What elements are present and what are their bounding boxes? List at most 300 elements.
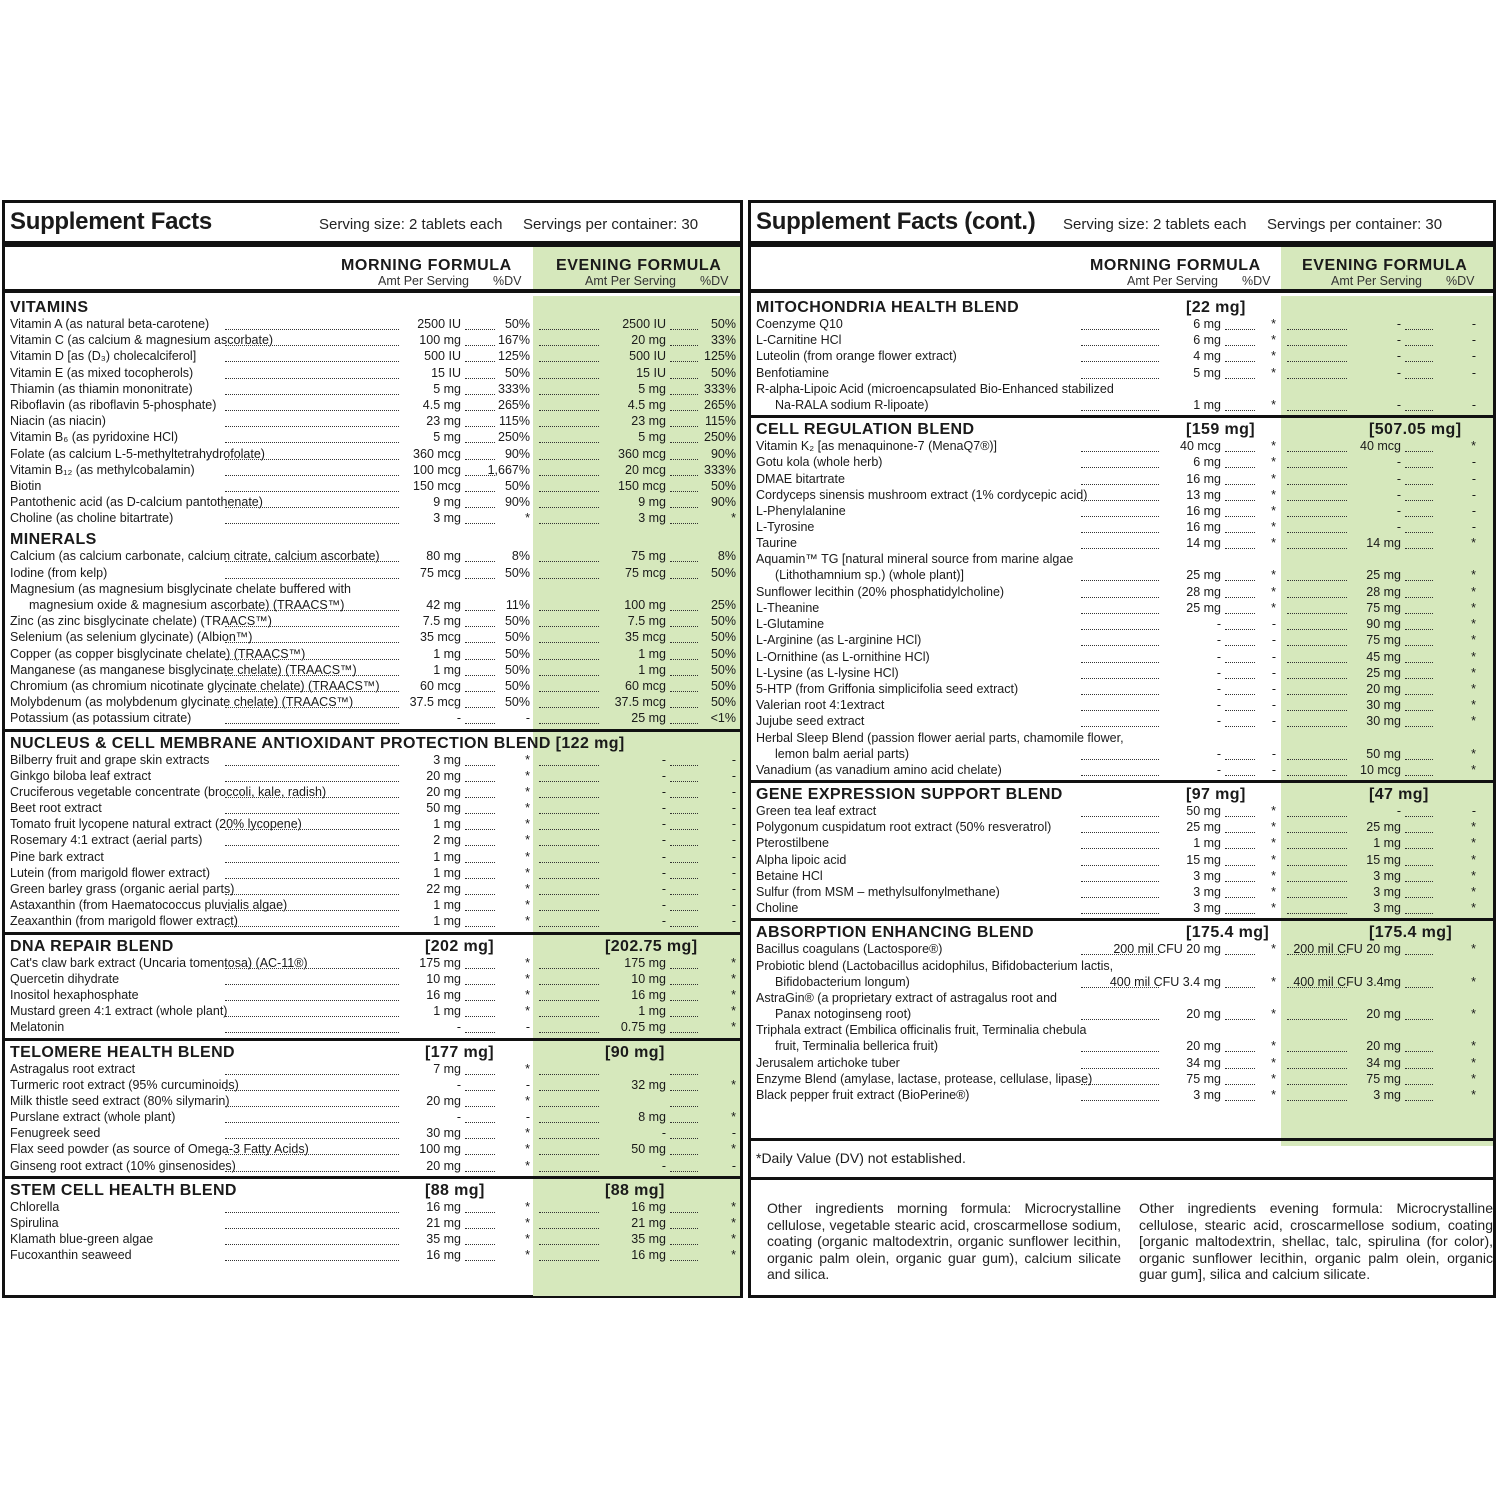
evening-amount: 10 mcg (1360, 762, 1401, 777)
morning-dv: * (525, 1142, 530, 1157)
morning-amount: 1 mg (1193, 836, 1221, 851)
evening-amount: 4.5 mg (627, 397, 666, 412)
morning-amount: 100 mcg (413, 462, 461, 477)
leader-dots (1225, 887, 1255, 898)
other-ingredients-evening: Other ingredients evening formula: Microcrystalline cellulose, stearic acid, croscarmellose sodium, coating [organic maltodextrin, shellac, talc, spirulina (for color), organic sunflower lecithin, organic palm olein, organic guar gum], silica and calcium silicate. (1139, 1200, 1493, 1282)
morning-dv: * (525, 987, 530, 1002)
leader-dots (670, 787, 698, 798)
leader-dots (1225, 668, 1255, 679)
morning-amount: 20 mg (1186, 1039, 1221, 1054)
ingredient-row (751, 1087, 1493, 1103)
leader-dots (1405, 457, 1433, 468)
ingredient-name: Spirulina (10, 1216, 59, 1231)
morning-dv: - (1271, 681, 1276, 696)
leader-dots (1287, 822, 1347, 833)
morning-dv: * (1271, 974, 1276, 989)
morning-dv: 265% (498, 397, 530, 412)
ingredient-row (751, 487, 1493, 503)
morning-dv: * (1271, 1088, 1276, 1103)
morning-amount: 21 mg (426, 1216, 461, 1231)
leader-dots (670, 319, 698, 330)
morning-dv: - (1271, 633, 1276, 648)
leader-dots (1225, 522, 1255, 533)
evening-amount: 20 mg (631, 333, 666, 348)
leader-dots (465, 400, 495, 411)
leader-dots (1081, 351, 1159, 362)
evening-dv: * (1471, 536, 1476, 551)
ingredient-name: Zinc (as zinc bisglycinate chelate) (TRAACS™) (10, 614, 272, 629)
morning-dv: 50% (504, 646, 530, 661)
evening-amount: 28 mg (1366, 584, 1401, 599)
ingredient-row (5, 429, 740, 445)
section-title: VITAMINS (10, 299, 89, 316)
ingredient-row (751, 713, 1493, 729)
leader-dots (465, 432, 495, 443)
ingredient-row (5, 1125, 740, 1141)
leader-dots (465, 787, 495, 798)
leader-dots (539, 916, 599, 927)
morning-amount: 5 mg (433, 381, 461, 396)
evening-amount: - (661, 914, 666, 929)
leader-dots (1287, 457, 1347, 468)
ingredient-name: Vanadium (as vanadium amino acid chelate) (756, 762, 1002, 777)
morning-dv: 50% (504, 317, 530, 331)
morning-dv: - (525, 1110, 530, 1125)
evening-amount: - (661, 898, 666, 913)
leader-dots (539, 616, 599, 627)
evening-dv: * (731, 971, 736, 986)
leader-dots (539, 497, 599, 508)
leader-dots (670, 335, 698, 346)
morning-amount: 1 mg (433, 865, 461, 880)
morning-dv: 115% (498, 414, 530, 429)
blend-section (5, 729, 740, 930)
blend-section (5, 1038, 740, 1174)
morning-amount: 100 mg (419, 1142, 461, 1157)
evening-dv: - (1471, 455, 1476, 470)
left-morning-formula-label: MORNING FORMULA (341, 257, 512, 274)
right-evening-dv-label: %DV (1446, 274, 1475, 288)
left-serving-size: Serving size: 2 tablets each (319, 216, 503, 233)
leader-dots (670, 351, 698, 362)
leader-dots (465, 819, 495, 830)
ingredient-name: Luteolin (from orange flower extract) (756, 349, 957, 364)
ingredient-name: Choline (as choline bitartrate) (10, 511, 174, 526)
morning-blend-total: [202 mg] (425, 937, 494, 955)
leader-dots (539, 713, 599, 724)
morning-amount: 1 mg (1193, 397, 1221, 412)
leader-dots (465, 632, 495, 643)
leader-dots (465, 568, 495, 579)
morning-amount: 20 mg (426, 768, 461, 783)
leader-dots (539, 481, 599, 492)
leader-dots (1405, 400, 1433, 411)
leader-dots (1081, 506, 1159, 517)
ingredient-name-line-2: Bifidobacterium longum) (775, 974, 910, 989)
evening-dv: - (731, 784, 736, 799)
leader-dots (225, 1202, 399, 1213)
leader-dots (670, 665, 698, 676)
morning-dv: * (525, 511, 530, 526)
ingredient-row (5, 1158, 740, 1174)
ingredient-row (751, 681, 1493, 697)
leader-dots (670, 713, 698, 724)
leader-dots (465, 600, 495, 611)
leader-dots (1081, 903, 1159, 914)
evening-amount: 1 mg (638, 662, 666, 677)
ingredient-name: Triphala extract (Embilica officinalis fruit, Terminalia chebula (756, 1023, 1087, 1038)
leader-dots (1225, 570, 1255, 581)
leader-dots (465, 990, 495, 1001)
morning-amount: 16 mg (426, 1199, 461, 1214)
evening-dv: * (731, 1216, 736, 1231)
evening-amount: - (661, 784, 666, 799)
leader-dots (539, 632, 599, 643)
leader-dots (465, 1250, 495, 1261)
evening-amount: 175 mg (624, 955, 666, 970)
morning-amount: 150 mcg (413, 478, 461, 493)
leader-dots (539, 1006, 599, 1017)
evening-amount: - (1396, 317, 1401, 331)
leader-dots (1405, 368, 1433, 379)
leader-dots (465, 384, 495, 395)
ingredient-name: Coenzyme Q10 (756, 317, 843, 331)
ingredient-row (5, 816, 740, 832)
section-title-row (751, 921, 1493, 941)
evening-dv: * (1471, 601, 1476, 616)
evening-amount: 3 mg (1373, 868, 1401, 883)
right-title: Supplement Facts (cont.) (756, 208, 1036, 235)
evening-dv: * (1471, 820, 1476, 835)
ingredient-row (5, 800, 740, 816)
morning-amount: 50 mg (426, 801, 461, 816)
leader-dots (1081, 457, 1159, 468)
leader-dots (1405, 855, 1433, 866)
evening-dv: 333% (704, 462, 736, 477)
leader-dots (670, 1112, 698, 1123)
leader-dots (225, 1218, 399, 1229)
leader-dots (1287, 871, 1347, 882)
morning-amount: 400 mil CFU 3.4 mg (1109, 974, 1221, 989)
leader-dots (539, 1022, 599, 1033)
leader-dots (225, 600, 399, 611)
right-column-header (751, 247, 1493, 293)
morning-blend-total: [97 mg] (1186, 786, 1246, 804)
evening-amount: 37.5 mcg (614, 695, 666, 710)
leader-dots (1287, 335, 1347, 346)
ingredient-name: L-Phenylalanine (756, 503, 846, 518)
morning-dv: 50% (504, 365, 530, 380)
ingredient-name: Astaxanthin (from Haematococcus pluvialis algae) (10, 898, 288, 913)
ingredient-row (5, 678, 740, 694)
morning-amount: - (1216, 762, 1221, 777)
evening-blend-total: [90 mg] (605, 1043, 665, 1061)
leader-dots (539, 368, 599, 379)
evening-amount: - (661, 865, 666, 880)
morning-dv: * (1271, 365, 1276, 380)
leader-dots (465, 1064, 495, 1075)
ingredient-row (751, 900, 1493, 916)
leader-dots (1225, 587, 1255, 598)
leader-dots (539, 335, 599, 346)
ingredient-row (5, 397, 740, 413)
section-title-row (5, 1041, 740, 1061)
leader-dots (670, 1080, 698, 1091)
morning-dv: - (1271, 698, 1276, 713)
section-title: MITOCHONDRIA HEALTH BLEND (756, 299, 1020, 316)
leader-dots (465, 916, 495, 927)
leader-dots (670, 835, 698, 846)
leader-dots (225, 1080, 399, 1091)
morning-dv: * (525, 1216, 530, 1231)
leader-dots (225, 1161, 399, 1172)
leader-dots (1225, 538, 1255, 549)
morning-dv: * (1271, 942, 1276, 957)
morning-amount: 3 mg (1193, 868, 1221, 883)
evening-amount: 3 mg (1373, 885, 1401, 900)
ingredient-row (751, 616, 1493, 632)
evening-amount: 200 mil CFU 20 mg (1293, 942, 1401, 957)
morning-amount: 16 mg (1186, 503, 1221, 518)
morning-dv: * (525, 865, 530, 880)
evening-dv: - (731, 768, 736, 783)
leader-dots (1287, 749, 1347, 760)
morning-amount: 16 mg (426, 987, 461, 1002)
evening-dv: 125% (704, 349, 736, 364)
morning-amount: 15 IU (431, 365, 461, 380)
leader-dots (1081, 570, 1159, 581)
leader-dots (1225, 871, 1255, 882)
leader-dots (1287, 1009, 1347, 1020)
left-column-header (5, 247, 740, 293)
evening-amount: 35 mg (631, 1232, 666, 1247)
ingredient-row (5, 710, 740, 726)
leader-dots (539, 819, 599, 830)
evening-amount: 1 mg (1373, 836, 1401, 851)
leader-dots (539, 1112, 599, 1123)
leader-dots (670, 755, 698, 766)
leader-dots (1405, 684, 1433, 695)
ingredient-row (5, 752, 740, 768)
morning-amount: 4 mg (1193, 349, 1221, 364)
morning-blend-total: [175.4 mg] (1186, 924, 1270, 942)
leader-dots (1405, 700, 1433, 711)
ingredient-name: L-Glutamine (756, 617, 825, 632)
leader-dots (1081, 441, 1159, 452)
leader-dots (670, 465, 698, 476)
evening-dv: * (1471, 1007, 1476, 1021)
leader-dots (670, 868, 698, 879)
ingredient-row (5, 1077, 740, 1093)
evening-dv: * (1471, 1071, 1476, 1086)
morning-dv: * (1271, 1007, 1276, 1021)
leader-dots (465, 958, 495, 969)
right-servings-per-container: Servings per container: 30 (1267, 216, 1443, 233)
evening-dv: 50% (710, 662, 736, 677)
ingredient-row (5, 548, 740, 564)
blend-section (5, 1176, 740, 1264)
leader-dots (1081, 1074, 1159, 1085)
leader-dots (1287, 570, 1347, 581)
leader-dots (670, 958, 698, 969)
morning-amount: 16 mg (1186, 520, 1221, 535)
evening-dv: * (1471, 1055, 1476, 1070)
leader-dots (1081, 335, 1159, 346)
ingredient-name: Quercetin dihydrate (10, 971, 120, 986)
ingredient-name: Chlorella (10, 1199, 60, 1214)
morning-dv: * (525, 1232, 530, 1247)
morning-dv: * (1271, 520, 1276, 535)
leader-dots (225, 1064, 399, 1075)
leader-dots (670, 1218, 698, 1229)
evening-amount: 2500 IU (622, 317, 666, 331)
evening-amount: 3 mg (1373, 1088, 1401, 1103)
leader-dots (539, 868, 599, 879)
leader-dots (1405, 887, 1433, 898)
ingredient-row (5, 316, 740, 332)
ingredient-name: Valerian root 4:1extract (756, 698, 885, 713)
ingredient-name: Riboflavin (as riboflavin 5-phosphate) (10, 397, 217, 412)
morning-amount: - (1216, 649, 1221, 664)
evening-amount: 15 mg (1366, 852, 1401, 867)
evening-dv: * (1471, 698, 1476, 713)
leader-dots (1081, 700, 1159, 711)
leader-dots (670, 481, 698, 492)
ingredient-name: Beet root extract (10, 801, 102, 816)
evening-amount: 3 mg (1373, 901, 1401, 916)
leader-dots (1287, 887, 1347, 898)
ingredient-row (751, 1055, 1493, 1071)
right-evening-amt-label: Amt Per Serving (1331, 274, 1423, 288)
evening-amount: 16 mg (631, 1199, 666, 1214)
leader-dots (465, 351, 495, 362)
leader-dots (465, 497, 495, 508)
leader-dots (1287, 635, 1347, 646)
evening-amount: - (1396, 397, 1401, 412)
section-title: TELOMERE HEALTH BLEND (10, 1043, 235, 1061)
ingredient-row (5, 662, 740, 678)
evening-dv: 50% (710, 630, 736, 645)
evening-amount: - (661, 817, 666, 832)
leader-dots (670, 416, 698, 427)
morning-dv: 8% (511, 549, 530, 564)
morning-amount: 1 mg (433, 898, 461, 913)
section-title-row (5, 732, 740, 752)
ingredient-row (751, 632, 1493, 648)
leader-dots (539, 665, 599, 676)
evening-dv: * (1471, 746, 1476, 761)
ingredient-name: Folate (as calcium L-5-methyltetrahydrofolate) (10, 446, 265, 461)
morning-dv: 50% (504, 678, 530, 693)
evening-blend-total: [202.75 mg] (605, 937, 698, 955)
ingredient-row (5, 955, 740, 971)
evening-amount: 25 mg (631, 711, 666, 726)
leader-dots (1405, 441, 1433, 452)
leader-dots (670, 974, 698, 985)
evening-blend-total: [47 mg] (1369, 786, 1429, 804)
evening-dv: - (731, 865, 736, 880)
leader-dots (465, 513, 495, 524)
ingredient-name: Vitamin B₁₂ (as methylcobalamin) (10, 462, 195, 477)
evening-blend-total: [175.4 mg] (1369, 924, 1453, 942)
leader-dots (465, 416, 495, 427)
evening-amount: 3 mg (638, 511, 666, 526)
leader-dots (225, 481, 399, 492)
leader-dots (1287, 700, 1347, 711)
leader-dots (225, 681, 399, 692)
leader-dots (670, 1250, 698, 1261)
evening-dv: * (731, 1142, 736, 1157)
evening-dv: - (1471, 471, 1476, 486)
leader-dots (539, 1250, 599, 1261)
leader-dots (1287, 506, 1347, 517)
ingredient-name: 5-HTP (from Griffonia simplicifolia seed extract) (756, 681, 1019, 696)
morning-amount: - (1216, 617, 1221, 632)
leader-dots (1287, 838, 1347, 849)
leader-dots (225, 449, 399, 460)
morning-dv: * (1271, 820, 1276, 835)
leader-dots (670, 900, 698, 911)
leader-dots (670, 1161, 698, 1172)
leader-dots (225, 974, 399, 985)
evening-dv: - (731, 833, 736, 848)
ingredient-name: Bacillus coagulans (Lactospore®) (756, 942, 943, 957)
leader-dots (1287, 368, 1347, 379)
evening-dv: * (1471, 1088, 1476, 1103)
ingredient-row (751, 762, 1493, 778)
leader-dots (1287, 684, 1347, 695)
leader-dots (1287, 441, 1347, 452)
leader-dots (1405, 1009, 1433, 1020)
ingredient-row (751, 803, 1493, 819)
morning-dv: 90% (504, 495, 530, 510)
evening-dv: 333% (704, 381, 736, 396)
leader-dots (1081, 1041, 1159, 1052)
morning-amount: 500 IU (424, 349, 461, 364)
ingredient-row (751, 884, 1493, 900)
evening-dv: * (1471, 633, 1476, 648)
leader-dots (670, 384, 698, 395)
supplement-facts-right-panel (748, 200, 1496, 1298)
leader-dots (1405, 351, 1433, 362)
leader-dots (670, 600, 698, 611)
leader-dots (539, 1218, 599, 1229)
ingredient-name-line-2: magnesium oxide & magnesium ascorbate) (TRAACS™) (29, 597, 345, 612)
leader-dots (1081, 749, 1159, 760)
leader-dots (465, 551, 495, 562)
leader-dots (1225, 838, 1255, 849)
morning-dv: * (1271, 455, 1276, 470)
evening-dv: 50% (710, 695, 736, 710)
morning-dv: * (1271, 868, 1276, 883)
leader-dots (1081, 684, 1159, 695)
ingredient-name: Vitamin D [as (D₃) cholecalciferol] (10, 349, 197, 364)
ingredient-row (751, 665, 1493, 681)
leader-dots (225, 900, 399, 911)
leader-dots (1225, 1058, 1255, 1069)
ingredient-row (5, 510, 740, 526)
leader-dots (1225, 1041, 1255, 1052)
ingredient-name: Biotin (10, 478, 42, 493)
evening-dv: * (1471, 584, 1476, 599)
ingredient-name: R-alpha-Lipoic Acid (microencapsulated Bio-Enhanced stabilized (756, 381, 1114, 396)
ingredient-row (751, 868, 1493, 884)
leader-dots (1081, 538, 1159, 549)
morning-dv: 50% (504, 478, 530, 493)
evening-blend-total: [88 mg] (605, 1181, 665, 1199)
ingredient-row (751, 535, 1493, 551)
morning-amount: 1 mg (433, 914, 461, 929)
